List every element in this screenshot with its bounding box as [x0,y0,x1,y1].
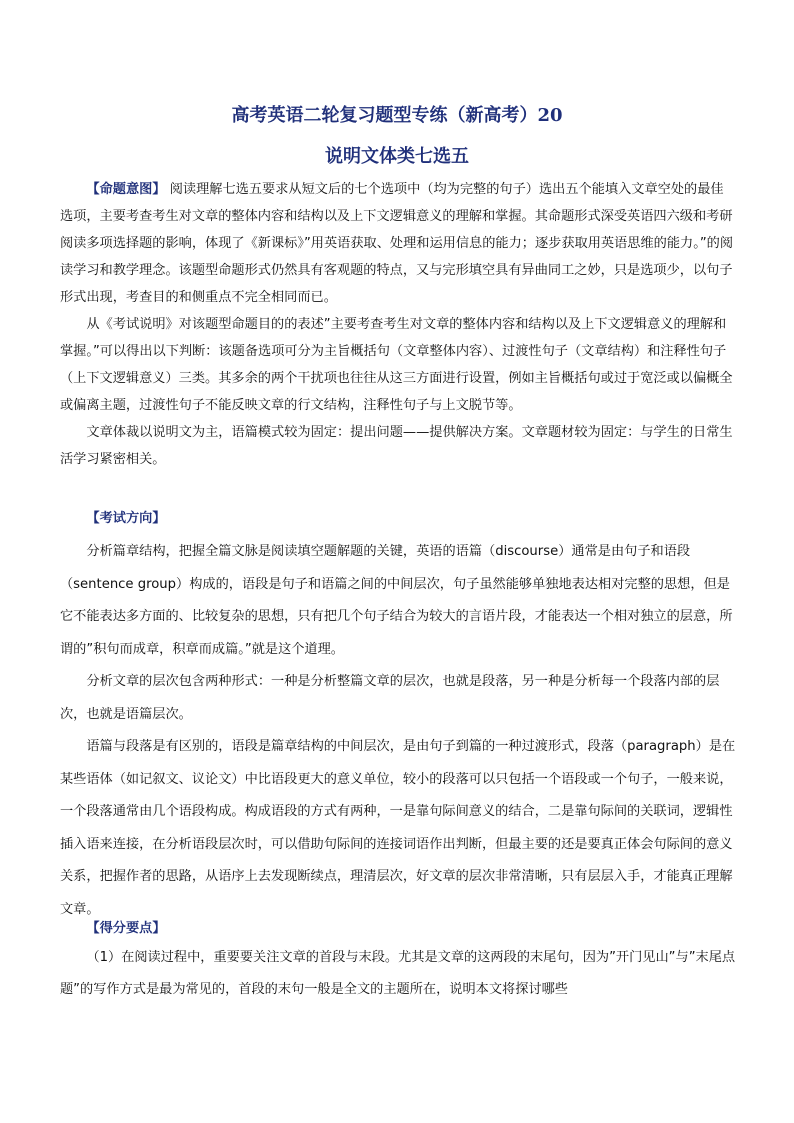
section-label-intent: 【命题意图】 [86,182,166,197]
document-title: 高考英语二轮复习题型专练（新高考）20 [231,105,563,126]
direction-paragraph-3: 语篇与段落是有区别的，语段是篇章结构的中间层次，是由句子到篇的一种过渡形式，段落（paragraph）是在某些语体（如记叙文、议论文）中比语段更大的意义单位，较小的段落可以只包括一个语段或一个句子，一般来说，一个段落通常由几个语段构成。构成语段的方式有两种，一是靠句际间意义的结合，二是靠句际间的关联词，逻辑性插入语来连接，在分析语段层次时，可以借助句际间的连接词语作出判断，但最主要的还是要真正体会句际间的意义关系，把握作者的思路，从语序上去发现断续点，理清层次，好文章的层次非常清晰，只有层层入手，才能真正理解文章。 [60,739,736,917]
intro-paragraph-3: 文章体裁以说明文为主，语篇模式较为固定：提出问题——提供解决方案。文章题材较为固定：与学生的日常生活学习紧密相关。 [60,425,733,467]
points-paragraph-1: （1）在阅读过程中，重要要关注文章的首段与末段。尤其是文章的这两段的末尾句，因为”开门见山”与”末尾点题”的写作方式是最为常见的，首段的末句一般是全文的主题所在，说明本文将探讨哪些 [60,950,736,997]
direction-paragraph-1: 分析篇章结构，把握全篇文脉是阅读填空题解题的关键，英语的语篇（discourse）通常是由句子和语段（sentence group）构成的，语段是句子和语篇之间的中间层次，句子虽然能够单独地表达相对完整的思想，但是它不能表达多方面的、比较复杂的思想，只有把几个句子结合为较大的言语片段，才能表达一个相对独立的层意，所谓的”积句而成章，积章而成篇。”就是这个道理。 [60,544,733,657]
intro-paragraph-1 [60,176,736,311]
document-subtitle: 说明文体类七选五 [325,146,469,167]
points-section [60,915,736,1006]
direction-section [60,505,736,926]
intro-paragraph-2: 从《考试说明》对该题型命题目的的表述”主要考查考生对文章的整体内容和结构以及上下文逻辑意义的理解和掌握。”可以得出以下判断：该题备选项可分为主旨概括句（文章整体内容）、过渡性句子（文章结构）和注释性句子（上下文逻辑意义）三类。其多余的两个干扰项也往往从这三方面进行设置，例如主旨概括句或过于宽泛或以偏概全或偏离主题，过渡性句子不能反映文章的行文结构，注释性句子与上文脱节等。 [60,317,733,413]
section-label-points: 【得分要点】 [86,921,166,936]
direction-paragraph-2: 分析文章的层次包含两种形式：一种是分析整篇文章的层次，也就是段落，另一种是分析每一个段落内部的层次，也就是语篇层次。 [60,674,720,722]
intro-section [60,176,736,473]
intro-text-1: 阅读理解七选五要求从短文后的七个选项中（均为完整的句子）选出五个能填入文章空处的最佳选项，主要考查考生对文章的整体内容和结构以及上下文逻辑意义的理解和掌握。其命题形式深受英语四六级和考研阅读多项选择题的影响，体现了《新课标》”用英语获取、处理和运用信息的能力；逐步获取用英语思维的能力。”的阅读学习和教学理念。该题型命题形式仍然具有客观题的特点，又与完形填空具有异曲同工之妙，只是选项少，以句子形式出现，考查目的和侧重点不完全相同而已。 [60,182,734,305]
section-label-direction: 【考试方向】 [86,511,166,526]
